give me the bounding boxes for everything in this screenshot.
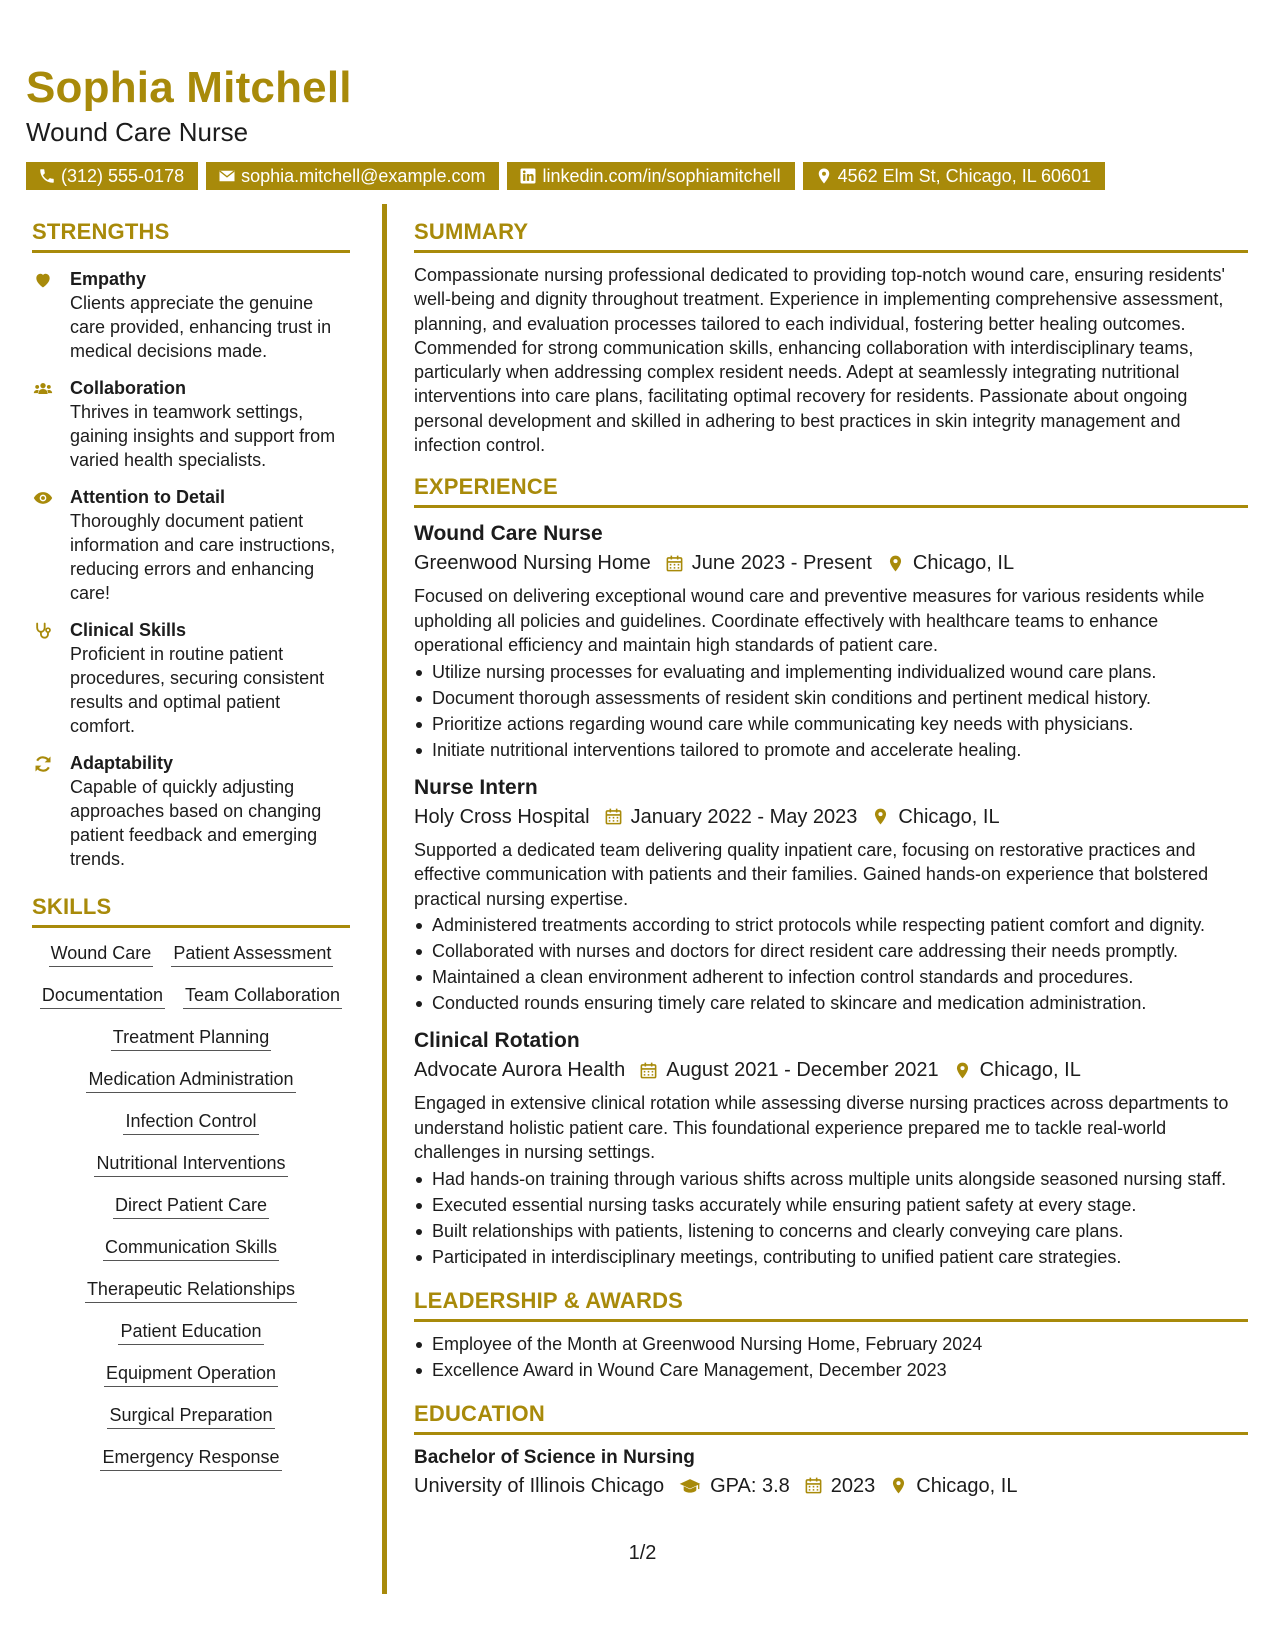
skill-tag: Infection Control [123,1108,258,1135]
job-bullets [414,913,1248,1015]
contact-linkedin-text: linkedin.com/in/sophiamitchell [542,166,781,186]
list-item: Document thorough assessments of resident skin conditions and pertinent medical history. [414,686,1248,710]
eye-icon [32,488,54,508]
job-dates: January 2022 - May 2023 [630,805,858,828]
map-pin-icon [953,1061,972,1080]
skill-tag: Therapeutic Relationships [85,1276,297,1303]
job-location: Chicago, IL [912,552,1015,575]
strengths-list [32,267,350,871]
summary-heading: SUMMARY [414,218,1248,253]
list-item: Participated in interdisciplinary meetings, contributing to unified patient care strategies. [414,1245,1248,1269]
strength-description: Thrives in teamwork settings, gaining insights and support from varied health specialists. [70,402,336,470]
job-title: Nurse Intern [414,775,538,799]
job-location: Chicago, IL [979,1059,1081,1082]
map-pin-icon [815,167,833,185]
job-entry [414,520,1248,762]
strength-name: Empathy [70,269,147,289]
strength-item [32,751,350,871]
stethoscope-icon [32,621,54,641]
job-title: Wound Care Nurse [414,522,603,546]
calendar-icon [665,554,684,573]
strength-item [32,376,350,472]
skill-tag: Surgical Preparation [107,1402,274,1429]
list-item: Utilize nursing processes for evaluating and implementing individualized wound care plans. [414,660,1248,684]
skill-tag: Treatment Planning [111,1024,271,1051]
job-organization: Greenwood Nursing Home [414,552,651,575]
education-school: University of Illinois Chicago [414,1474,665,1497]
education-gpa: GPA: 3.8 [710,1474,790,1497]
map-pin-icon [871,807,890,826]
list-item: Initiate nutritional interventions tailored to promote and accelerate healing. [414,738,1248,762]
map-pin-icon [886,554,905,573]
list-item: Built relationships with patients, listening to concerns and clearly conveying care plans. [414,1219,1248,1243]
experience-heading: EXPERIENCE [414,473,1248,508]
skill-tag: Medication Administration [86,1066,295,1093]
graduation-cap-icon [678,1476,702,1495]
leadership-heading: LEADERSHIP & AWARDS [414,1287,1248,1322]
job-description: Engaged in extensive clinical rotation while assessing diverse nursing practices across departments to understand holistic patient care. This foundational experience prepared me to tackle real-world challenges in nursing settings. [414,1093,1229,1163]
strength-description: Capable of quickly adjusting approaches based on changing patient feedback and emerging trends. [70,777,322,869]
strength-item [32,485,350,605]
strength-name: Clinical Skills [70,620,187,640]
strength-description: Clients appreciate the genuine care provided, enhancing trust in medical decisions made. [70,293,332,361]
education-heading: EDUCATION [414,1400,1248,1435]
skill-tag: Documentation [40,982,165,1009]
education-degree: Bachelor of Science in Nursing [414,1446,695,1468]
calendar-icon [639,1061,658,1080]
skills-list [32,940,350,1471]
contact-linkedin[interactable] [507,162,794,190]
skill-tag: Nutritional Interventions [94,1150,287,1177]
skill-tag: Wound Care [49,940,154,967]
skill-tag: Direct Patient Care [113,1192,269,1219]
job-entry [414,774,1248,1016]
list-item: Administered treatments according to strict protocols while respecting patient comfort and dignity. [414,913,1248,937]
job-title: Clinical Rotation [414,1029,580,1053]
skill-tag: Communication Skills [103,1234,279,1261]
list-item: Conducted rounds ensuring timely care related to skincare and medication administration. [414,991,1248,1015]
skill-tag: Patient Assessment [171,940,333,967]
strength-name: Attention to Detail [70,487,225,507]
strength-item [32,618,350,738]
job-bullets [414,660,1248,762]
job-meta [414,802,1248,832]
contact-email-text: sophia.mitchell@example.com [241,166,486,186]
calendar-icon [804,1476,823,1495]
strength-name: Adaptability [70,753,174,773]
column-divider [382,204,387,1594]
skill-tag: Equipment Operation [104,1360,278,1387]
job-meta [414,548,1248,578]
job-entry [414,1027,1248,1269]
strength-item [32,267,350,363]
job-organization: Holy Cross Hospital [414,805,590,828]
list-item: Had hands-on training through various shifts across multiple units alongside seasoned nursing staff. [414,1167,1248,1191]
resume-header [26,62,1246,190]
list-item: Excellence Award in Wound Care Management, December 2023 [414,1358,1248,1382]
candidate-title: Wound Care Nurse [26,117,249,147]
list-item: Employee of the Month at Greenwood Nursing Home, February 2024 [414,1332,1248,1356]
job-dates: June 2023 - Present [691,552,872,575]
job-bullets [414,1167,1248,1269]
education-meta [414,1471,1248,1501]
education-year: 2023 [830,1474,876,1497]
skill-tag: Emergency Response [100,1444,281,1471]
skill-tag: Team Collaboration [183,982,342,1009]
envelope-icon [218,167,236,185]
candidate-name: Sophia Mitchell [26,63,352,112]
job-organization: Advocate Aurora Health [414,1059,626,1082]
contact-address [803,162,1106,190]
list-item: Executed essential nursing tasks accurately while ensuring patient safety at every stage. [414,1193,1248,1217]
users-icon [32,379,54,399]
contact-email[interactable] [206,162,499,190]
sync-icon [32,754,54,774]
job-description: Focused on delivering exceptional wound care and preventive measures for various residents while upholding all policies and guidelines. Coordinate effectively with healthcare teams to enhance operational efficiency and maintain high standards of patient care. [414,586,1205,656]
strength-description: Thoroughly document patient information and care instructions, reducing errors and enhancing care! [70,511,336,603]
strength-description: Proficient in routine patient procedures, securing consistent results and optimal patient comfort. [70,644,325,736]
linkedin-icon [519,167,537,185]
contact-bar [26,162,1246,190]
summary-text: Compassionate nursing professional dedicated to providing top-notch wound care, ensuring residents' well-being and dignity throughout treatment. Experience in implementing comprehensive assessment, planning, and evaluation processes tailored to each individual, fostering better healing outcomes. Commended for strong communication skills, enhancing collaboration with interdisciplinary teams, particularly when addressing complex resident needs. Adept at seamlessly integrating nutritional interventions into care plans, facilitating optimal recovery for residents. Passionate about ongoing personal development and skilled in adhering to best practices in skin integrity management and infection control. [414,265,1225,456]
leadership-list [414,1332,1248,1382]
job-location: Chicago, IL [898,805,1000,828]
contact-phone[interactable] [26,162,198,190]
list-item: Maintained a clean environment adherent to infection control standards and procedures. [414,965,1248,989]
page-number: 1/2 [628,1542,657,1564]
list-item: Prioritize actions regarding wound care while communicating key needs with physicians. [414,712,1248,736]
skill-tag: Patient Education [118,1318,263,1345]
heart-icon [32,270,54,290]
right-column [414,218,1248,1501]
job-meta [414,1055,1248,1085]
education-location: Chicago, IL [916,1474,1018,1497]
skills-heading: SKILLS [32,893,350,928]
left-column [32,218,350,1471]
strength-name: Collaboration [70,378,186,398]
strengths-heading: STRENGTHS [32,218,350,253]
job-dates: August 2021 - December 2021 [666,1059,939,1082]
phone-icon [38,167,56,185]
list-item: Collaborated with nurses and doctors for direct resident care addressing their needs promptly. [414,939,1248,963]
contact-phone-text: (312) 555-0178 [61,166,185,186]
map-pin-icon [889,1476,908,1495]
job-description: Supported a dedicated team delivering quality inpatient care, focusing on restorative practices and effective communication with patients and their families. Gained hands-on experience that bolstered practical nursing expertise. [414,839,1209,909]
contact-address-text: 4562 Elm St, Chicago, IL 60601 [837,166,1092,186]
calendar-icon [604,807,623,826]
